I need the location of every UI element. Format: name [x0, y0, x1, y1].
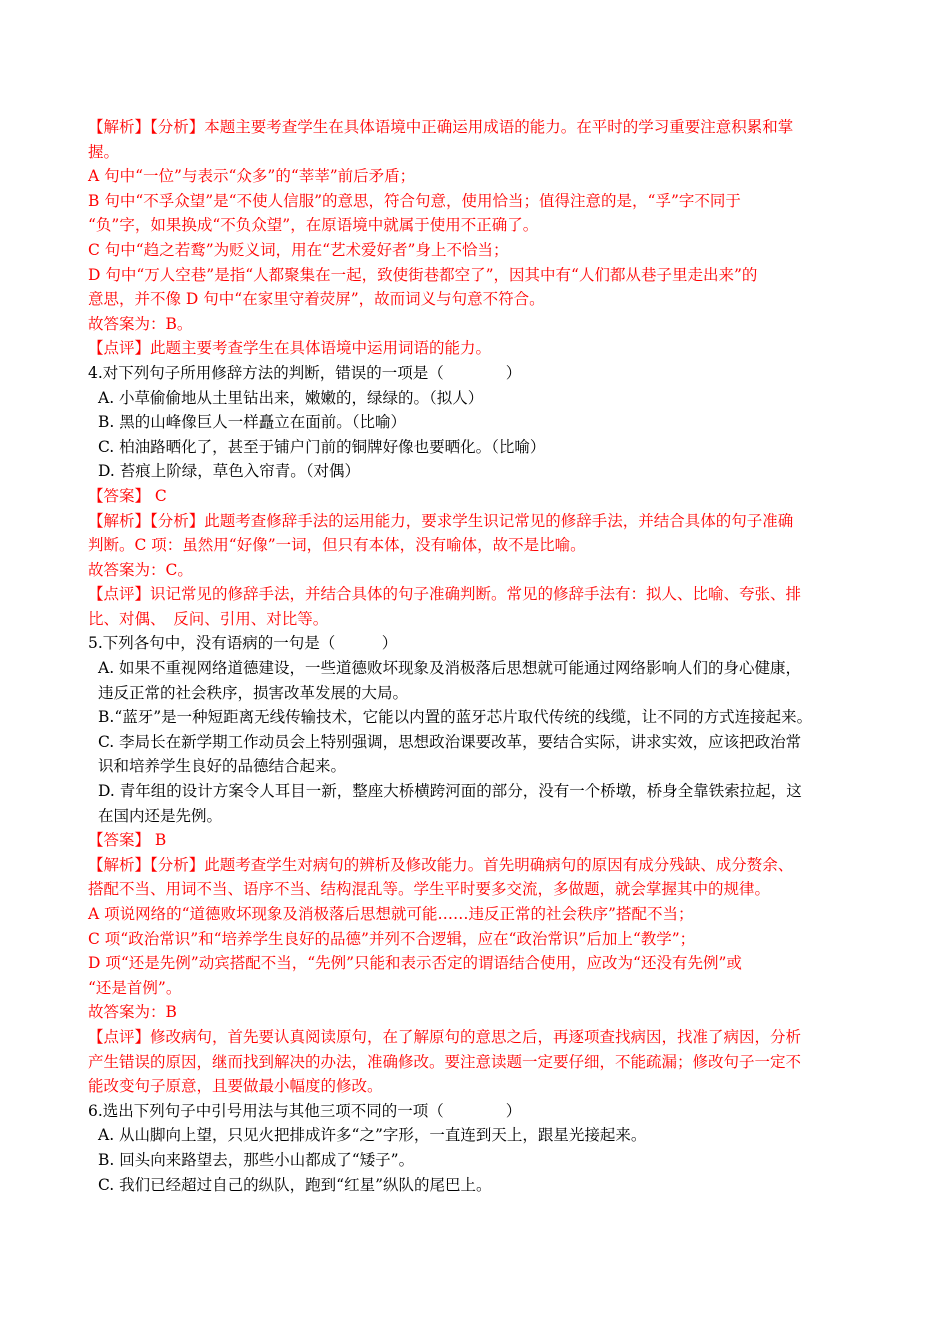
option-line: A. 从山脚向上望，只见火把排成许多“之”字形，一直连到天上，跟星光接起来。 — [98, 1126, 647, 1145]
analysis-line: 判断。C 项：虽然用“好像”一词，但只有本体，没有喻体，故不是比喻。 — [88, 536, 586, 555]
analysis-line: 【解析】【分析】本题主要考查学生在具体语境中正确运用成语的能力。在平时的学习重要注意积累和掌 — [88, 118, 794, 136]
analysis-line: 【解析】【分析】此题考查学生对病句的辨析及修改能力。首先明确病句的原因有成分残缺、成分赘余、 — [88, 855, 794, 874]
option-line: C. 我们已经超过自己的纵队，跑到“红星”纵队的尾巴上。 — [98, 1175, 492, 1194]
analysis-line: B 句中“不孚众望”是“不使人信服”的意思，符合句意，使用恰当；值得注意的是，“孚”字不同于 — [88, 191, 741, 210]
analysis-line: 【答案】 C — [88, 486, 167, 505]
analysis-line: A 项说网络的“道德败坏现象及消极落后思想就可能……违反正常的社会秩序”搭配不当； — [88, 905, 694, 923]
option-line: C. 柏油路晒化了，甚至于铺户门前的铜牌好像也要晒化。（比喻） — [98, 437, 546, 456]
analysis-line: 【点评】识记常见的修辞手法，并结合具体的句子准确判断。常见的修辞手法有：拟人、比喻、夸张、排 — [88, 585, 802, 604]
analysis-line: D 句中“万人空巷”是指“人都聚集在一起，致使街巷都空了”，因其中有“人们都从巷子里走出来”的 — [88, 265, 758, 284]
analysis-line: C 句中“趋之若鹜”为贬义词，用在“艺术爱好者”身上不恰当； — [88, 240, 509, 259]
option-line: 识和培养学生良好的品德结合起来。 — [98, 757, 347, 776]
analysis-line: 故答案为：B — [88, 1003, 177, 1022]
analysis-line: 【点评】此题主要考查学生在具体语境中运用词语的能力。 — [88, 339, 492, 358]
option-line: B. 黑的山峰像巨人一样矗立在面前。（比喻） — [98, 413, 406, 432]
option-line: A. 小草偷偷地从土里钻出来，嫩嫩的，绿绿的。（拟人） — [98, 388, 484, 407]
analysis-line: 【答案】 B — [88, 831, 167, 850]
analysis-line: 【解析】【分析】此题考查修辞手法的运用能力，要求学生识记常见的修辞手法，并结合具体的句子准确 — [88, 511, 794, 530]
analysis-line: 故答案为：C。 — [88, 560, 193, 579]
analysis-line: 意思，并不像 D 句中“在家里守着荧屏”，故而词义与句意不符合。 — [88, 290, 545, 309]
option-line: 违反正常的社会秩序，损害改革发展的大局。 — [98, 683, 409, 702]
analysis-line: D 项“还是先例”动宾搭配不当，“先例”只能和表示否定的谓语结合使用，应改为“还没有先例”或 — [88, 954, 742, 973]
analysis-line: 产生错误的原因，继而找到解决的办法，准确修改。要注意读题一定要仔细，不能疏漏；修改句子一定不 — [88, 1052, 802, 1071]
analysis-line: C 项“政治常识”和“培养学生良好的品德”并列不合逻辑，应在“政治常识”后加上“教学”； — [88, 929, 696, 948]
option-line: B. 回头向来路望去，那些小山都成了“矮子”。 — [98, 1150, 415, 1169]
option-line: C. 李局长在新学期工作动员会上特别强调，思想政治课要改革，要结合实际，讲求实效，应该把政治常 — [98, 732, 802, 751]
analysis-line: “负”字，如果换成“不负众望”，在原语境中就属于使用不正确了。 — [88, 216, 539, 235]
analysis-line: 【点评】修改病句，首先要认真阅读原句，在了解原句的意思之后，再逐项查找病因，找准了病因，分析 — [88, 1027, 802, 1046]
analysis-line: 故答案为：B。 — [88, 314, 193, 333]
option-line: A. 如果不重视网络道德建设，一些道德败坏现象及消极落后思想就可能通过网络影响人们的身心健康， — [98, 659, 802, 678]
analysis-line: 握。 — [88, 142, 120, 161]
analysis-line: 搭配不当、用词不当、语序不当、结构混乱等。学生平时要多交流，多做题，就会掌握其中的规律。 — [88, 880, 771, 899]
analysis-line: 比、对偶、 反问、引用、对比等。 — [88, 609, 329, 628]
option-line: D. 青年组的设计方案令人耳目一新，整座大桥横跨河面的部分，没有一个桥墩，桥身全靠铁索拉起，这 — [98, 782, 802, 801]
answer-analysis-block — [88, 115, 868, 1197]
option-line: 在国内还是先例。 — [98, 806, 223, 825]
analysis-line: A 句中“一位”与表示“众多”的“莘莘”前后矛盾； — [88, 167, 416, 186]
question-line: 4.对下列句子所用修辞方法的判断，错误的一项是（ ） — [88, 363, 522, 382]
question-line: 6.选出下列句子中引号用法与其他三项不同的一项（ ） — [88, 1101, 522, 1120]
analysis-line: “还是首例”。 — [88, 978, 182, 997]
option-line: B.“蓝牙”是一种短距离无线传输技术，它能以内置的蓝牙芯片取代传统的线缆，让不同的方式连接起来。 — [98, 708, 813, 727]
question-line: 5.下列各句中，没有语病的一句是（ ） — [88, 634, 398, 653]
option-line: D. 苔痕上阶绿，草色入帘青。（对偶） — [98, 462, 360, 481]
analysis-line: 能改变句子原意，且要做最小幅度的修改。 — [88, 1077, 383, 1096]
